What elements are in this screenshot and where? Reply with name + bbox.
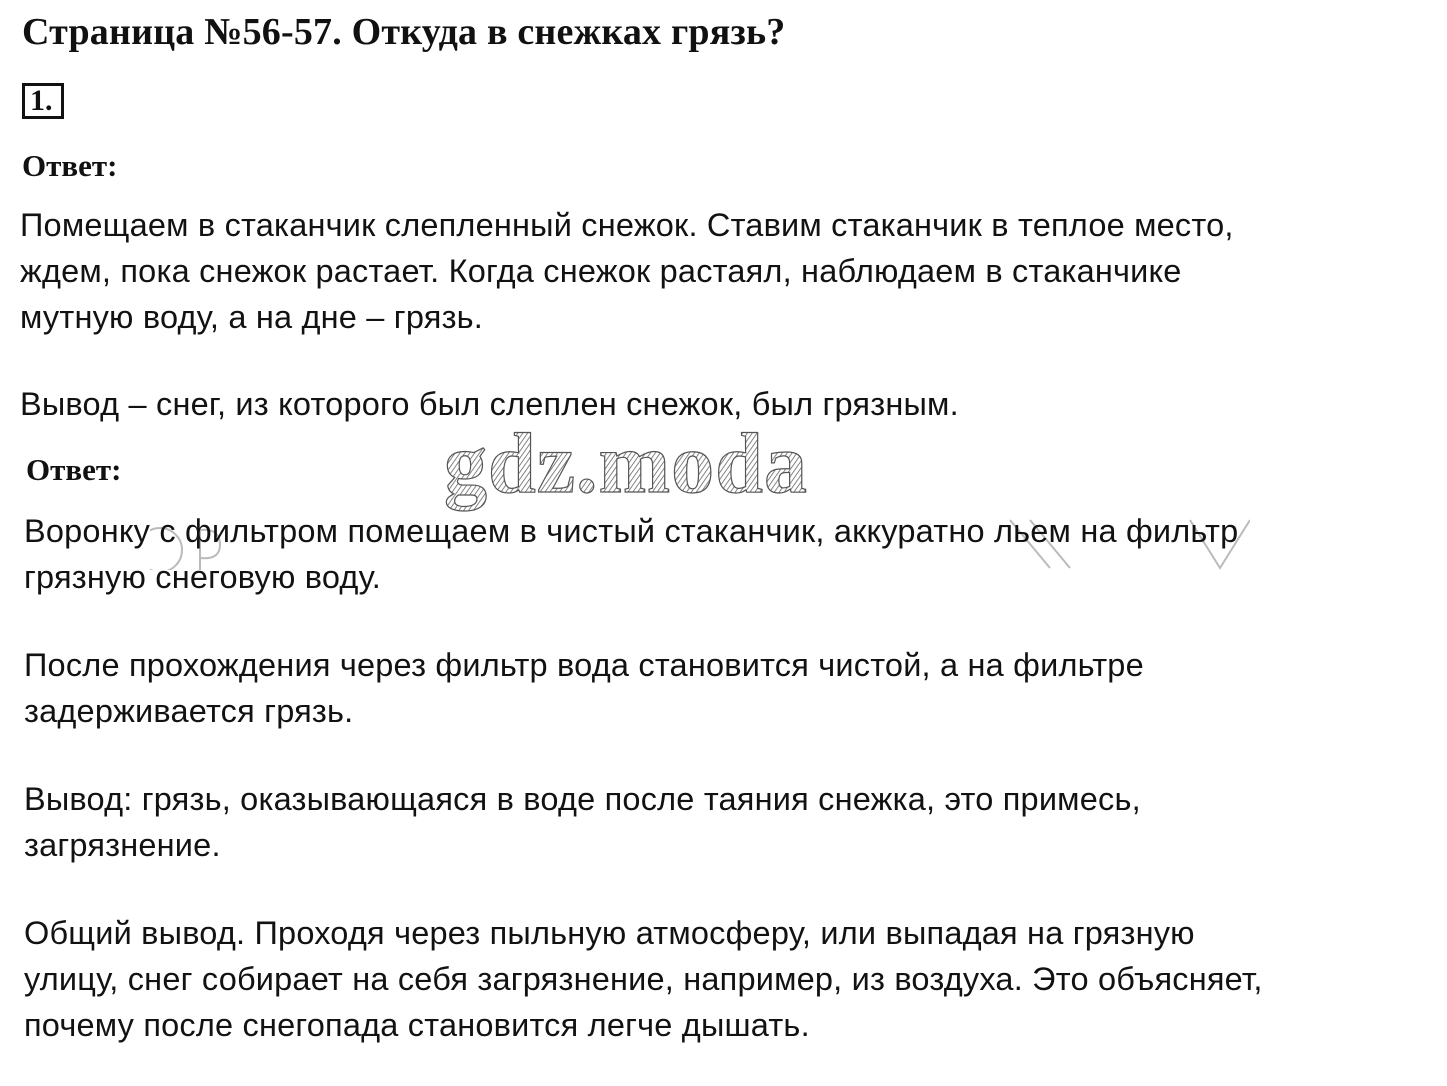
answer-label-2: Ответ:	[26, 452, 122, 487]
paragraph-2-1	[24, 508, 1238, 600]
paragraph-line: Вывод – снег, из которого был слеплен снежок, был грязным.	[20, 386, 959, 422]
paragraph-line: Вывод: грязь, оказывающаяся в воде после таяния снежка, это примесь,	[24, 781, 1141, 817]
paragraph-line: Помещаем в стаканчик слепленный снежок. Ставим стаканчик в теплое место,	[20, 207, 1234, 243]
answer-label-1: Ответ:	[22, 148, 118, 183]
paragraph-line: загрязнение.	[24, 827, 221, 863]
paragraph-line: улицу, снег собирает на себя загрязнение, например, из воздуха. Это объясняет,	[24, 961, 1263, 997]
paragraph-line: мутную воду, а на дне – грязь.	[20, 299, 484, 335]
paragraph-2-4	[24, 910, 1263, 1048]
task-number-box: 1.	[22, 83, 64, 119]
paragraph-line: Общий вывод. Проходя через пыльную атмосферу, или выпадая на грязную	[24, 915, 1195, 951]
watermark-text: gdz.moda	[444, 418, 808, 511]
paragraph-2-2	[24, 642, 1144, 734]
paragraph-line: ждем, пока снежок растает. Когда снежок растаял, наблюдаем в стаканчике	[20, 253, 1182, 289]
paragraph-line: задерживается грязь.	[24, 693, 354, 729]
paragraph-line: грязную снеговую воду.	[24, 559, 382, 595]
watermark-logo	[440, 418, 860, 518]
paragraph-line: После прохождения через фильтр вода становится чистой, а на фильтре	[24, 647, 1144, 683]
paragraph-line: почему после снегопада становится легче дышать.	[24, 1007, 810, 1043]
paragraph-1-1	[20, 202, 1234, 340]
paragraph-2-3	[24, 776, 1141, 868]
page-title: Страница №56-57. Откуда в снежках грязь?	[22, 11, 786, 53]
paragraph-line: Воронку с фильтром помещаем в чистый стаканчик, аккуратно льем на фильтр	[24, 513, 1239, 549]
